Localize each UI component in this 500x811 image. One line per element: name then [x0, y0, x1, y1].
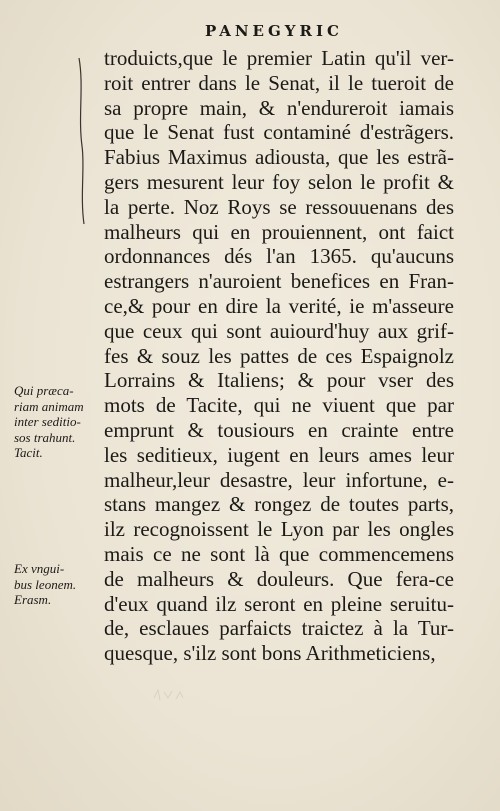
text-line: de malheurs & douleurs. Que fera-ce [104, 566, 454, 591]
ink-bleed-smudge [150, 686, 190, 704]
text-line: fes & souz les pattes de ces Espaignolz [104, 343, 454, 368]
text-line: malheur,leur desastre, leur infortune, e- [104, 467, 454, 492]
text-line: que le Senat fust contaminé d'estrãgers. [104, 120, 454, 145]
text-line: ordonnances dés l'an 1365. qu'aucuns [104, 244, 454, 269]
text-line: les seditieux, iugent en leurs ames leur [104, 442, 454, 467]
text-line: malheurs qui en prouiennent, ont faict [104, 219, 454, 244]
marginal-note-line: Qui præca- [14, 383, 74, 398]
text-line: stans mangez & rongez de toutes parts, [104, 492, 454, 517]
text-line: d'eux quand ilz seront en pleine seruitu- [104, 591, 454, 616]
text-line: ce,& pour en dire la verité, ie m'asseure [104, 293, 454, 318]
text-line: ilz recognoissent le Lyon par les ongles [104, 517, 454, 542]
marginal-note-line: Ex vngui- [14, 561, 65, 576]
margin-bracket-mark [76, 56, 88, 226]
text-line: emprunt & tousiours en crainte entre [104, 417, 454, 442]
marginal-note-line: Tacit. [14, 445, 43, 460]
text-line: mots de Tacite, qui ne viuent que par [104, 393, 454, 418]
running-head: PANEGYRIC [205, 22, 343, 40]
text-line: que ceux qui sont auiourd'huy aux grif- [104, 318, 454, 343]
text-line: la perte. Noz Roys se ressouuenans des [104, 194, 454, 219]
text-line: estrangers n'auroient benefices en Fran- [104, 269, 454, 294]
body-text [104, 46, 454, 666]
marginal-note-line: sos trahunt. [14, 429, 76, 445]
marginal-note-line: bus leonem. [14, 576, 77, 592]
text-line: mais ce ne sont là que commencemens [104, 541, 454, 566]
marginal-note-line: inter seditio- [14, 414, 81, 429]
text-line: Lorrains & Italiens; & pour vser des [104, 368, 454, 393]
text-line: de, esclaues parfaicts traictez à la Tur- [104, 616, 454, 641]
text-line: gers mesurent leur foy selon le profit & [104, 169, 454, 194]
marginal-note-erasmus [14, 561, 102, 608]
text-line: roit entrer dans le Senat, il le tueroit de [104, 70, 454, 95]
marginal-note-line: riam animam [14, 398, 84, 414]
text-line: Fabius Maximus adiousta, que les estrã- [104, 145, 454, 170]
marginal-note-tacitus [14, 383, 102, 461]
marginal-note-line: Erasm. [14, 592, 52, 607]
text-line: troduicts,que le premier Latin qu'il ver- [104, 46, 454, 70]
text-line: sa propre main, & n'endureroit iamais [104, 95, 454, 120]
text-line: quesque, s'ilz sont bons Arithmeticiens, [104, 641, 436, 666]
